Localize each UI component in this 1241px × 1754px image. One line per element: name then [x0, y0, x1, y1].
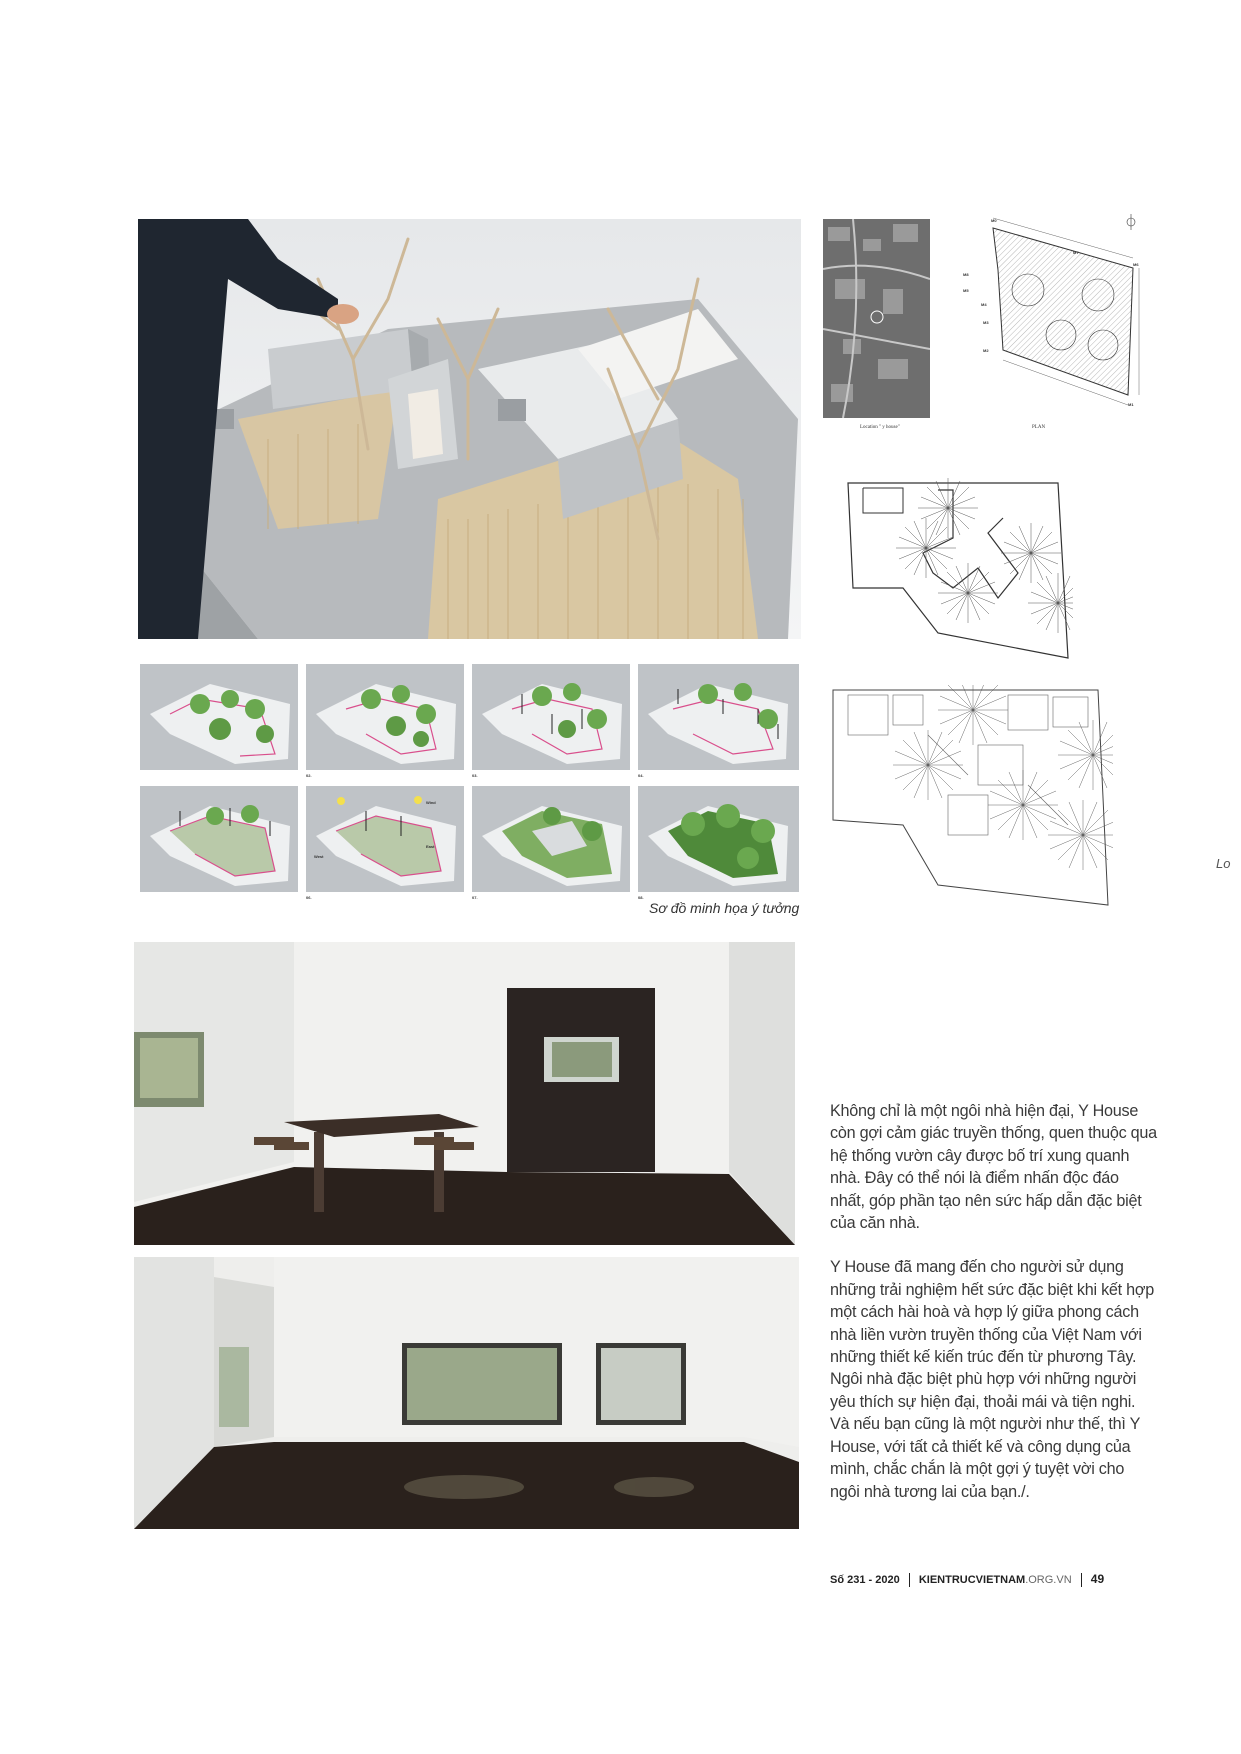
concept-step-5	[140, 786, 298, 892]
side-edge-text: Lo	[1216, 856, 1231, 871]
brand-name: KIENTRUCVIETNAM	[918, 1574, 1026, 1586]
plan-corner-m4: M4	[981, 302, 987, 307]
site-plan-label: PLAN	[1032, 425, 1046, 430]
concept-step-8	[638, 786, 799, 892]
location-aerial-map	[823, 219, 930, 418]
plan-corner-m1: M1	[1128, 402, 1134, 407]
plan-corner-m8: M8	[963, 272, 969, 277]
article-paragraph-2: Y House đã mang đến cho người sử dụng những trải nghiệm hết sức đặc biệt khi kết hợp một cách hài hoà và hợp lý giữa phong cách nhà liền vườn truyền thống của Việt Nam với những thiết kế kiến trúc đến từ phương Tây. Ngôi nhà đặc biệt phù hợp với những người yêu thích sự hiện đại, thoải mái và tiện nghi. Và nếu bạn cũng là một người như thế, thì Y House, với tất cả thiết kế và công dụng của mình, chắc chắn là một gợi ý tuyệt vời cho ngôi nhà tương lai của bạn./.	[830, 1258, 1155, 1501]
plan-corner-m3: M3	[983, 320, 989, 325]
west-label: West	[314, 854, 324, 859]
plan-corner-m0: M0	[991, 218, 997, 223]
wind-label: Wind	[426, 800, 436, 805]
east-label: East	[426, 844, 435, 849]
plan-corner-m6: M6	[1133, 262, 1139, 267]
plan-corner-m5: M5	[963, 288, 969, 293]
page-footer	[830, 1572, 1104, 1587]
model-photo	[138, 219, 801, 639]
site-plan-drawing	[943, 210, 1148, 425]
concept-step-3-number: 03.	[472, 773, 478, 778]
concept-step-4-number: 04.	[638, 773, 644, 778]
concept-step-6-number: 06.	[306, 895, 312, 900]
interior-living-photo	[134, 1257, 799, 1529]
concept-step-3	[472, 664, 630, 770]
concept-step-4	[638, 664, 799, 770]
footer-divider	[909, 1573, 910, 1587]
concept-step-7-number: 07.	[472, 895, 478, 900]
location-map-label: Location " y house"	[860, 425, 900, 430]
plan-corner-m7: M7	[1073, 250, 1079, 255]
article-body	[830, 1100, 1157, 1525]
footer-divider-2	[1081, 1573, 1082, 1587]
concept-step-7	[472, 786, 630, 892]
concept-step-6	[306, 786, 464, 892]
concept-step-2-number: 02.	[306, 773, 312, 778]
concept-step-1	[140, 664, 298, 770]
concept-step-8-number: 08.	[638, 895, 644, 900]
plan-corner-m2: M2	[983, 348, 989, 353]
issue-number: Số 231 - 2020	[830, 1574, 900, 1586]
roof-tree-plan-drawing	[843, 478, 1073, 663]
brand-domain: .ORG.VN	[1025, 1574, 1072, 1586]
floor-plan-drawing	[828, 685, 1113, 910]
concept-diagram-grid	[140, 664, 800, 909]
concept-step-2	[306, 664, 464, 770]
page-number: 49	[1090, 1572, 1105, 1586]
article-paragraph-1: Không chỉ là một ngôi nhà hiện đại, Y House còn gợi cảm giác truyền thống, quen thuộc qua hệ thống vườn cây được bố trí xung quanh nhà. Đây có thể nói là điểm nhấn độc đáo nhất, góp phần tạo nên sức hấp dẫn đặc biệt của căn nhà.	[830, 1102, 1157, 1233]
diagram-caption: Sơ đồ minh họa ý tưởng	[649, 900, 800, 916]
interior-dining-photo	[134, 942, 795, 1245]
